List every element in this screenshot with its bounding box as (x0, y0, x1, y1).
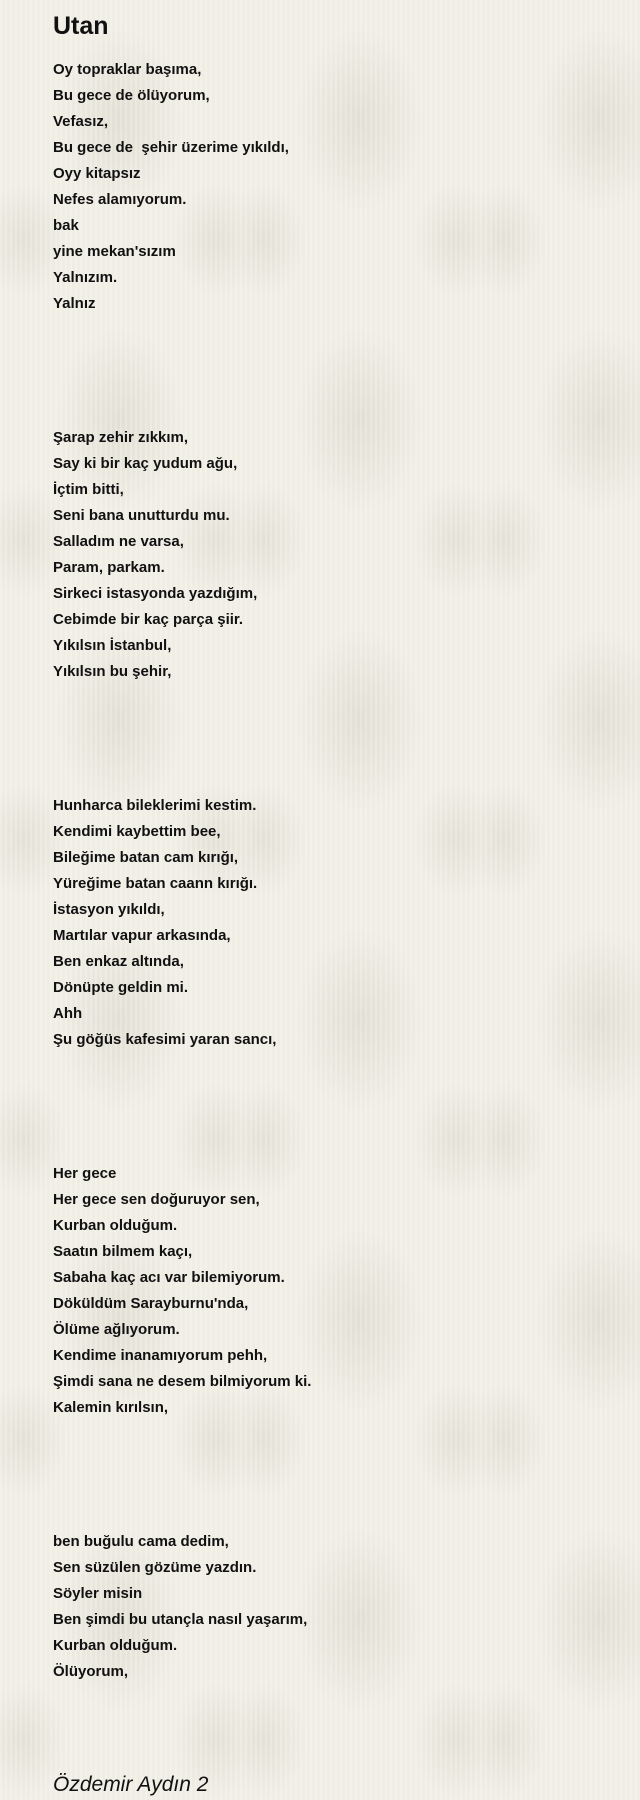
poem-line: Bu gece de şehir üzerime yıkıldı, (53, 139, 289, 156)
poem-line: Kendimi kaybettim bee, (53, 823, 221, 840)
poem-line: Ahh (53, 1005, 83, 1022)
poem-line: Kurban olduğum. (53, 1637, 178, 1654)
poem-line: Oy topraklar başıma, (53, 61, 202, 78)
poem-line: Dönüpte geldin mi. (53, 979, 188, 996)
poem-line: Salladım ne varsa, (53, 533, 184, 550)
poem-line: Oyy kitapsız (53, 165, 141, 182)
stanza-1 (53, 57, 613, 317)
poem-line: Yalnızım. (53, 269, 118, 286)
poem-line: Şu göğüs kafesimi yaran sancı, (53, 1031, 277, 1048)
poem-line: Yıkılsın İstanbul, (53, 637, 172, 654)
stanza-5 (53, 1529, 613, 1685)
poem-line: Vefasız, (53, 113, 109, 130)
poem-title: Utan (53, 12, 109, 40)
poem-line: Şimdi sana ne desem bilmiyorum ki. (53, 1373, 312, 1390)
poem-line: Ben şimdi bu utançla nasıl yaşarım, (53, 1611, 308, 1628)
poem-line: Bu gece de ölüyorum, (53, 87, 210, 104)
poem-line: Param, parkam. (53, 559, 165, 576)
poem-line: Yüreğime batan caann kırığı. (53, 875, 258, 892)
poem-line: Yıkılsın bu şehir, (53, 663, 172, 680)
poem-line: Say ki bir kaç yudum ağu, (53, 455, 238, 472)
poem-line: Yalnız (53, 295, 96, 312)
poem-line: Ölüme ağlıyorum. (53, 1321, 180, 1338)
poem-line: Bileğime batan cam kırığı, (53, 849, 239, 866)
poem-line: İstasyon yıkıldı, (53, 901, 165, 918)
poem-line: İçtim bitti, (53, 481, 124, 498)
poem-line: Kalemin kırılsın, (53, 1399, 169, 1416)
poem-page (53, 10, 613, 1799)
poem-line: Şarap zehir zıkkım, (53, 429, 189, 446)
poem-line: Her gece sen doğuruyor sen, (53, 1191, 260, 1208)
poem-line: Kurban olduğum. (53, 1217, 178, 1234)
poem-line: Nefes alamıyorum. (53, 191, 187, 208)
stanza-3 (53, 793, 613, 1053)
stanza-4 (53, 1161, 613, 1421)
stanza-2 (53, 425, 613, 685)
poem-line: Cebimde bir kaç parça şiir. (53, 611, 244, 628)
poem-line: bak (53, 217, 79, 234)
poem-line: Sirkeci istasyonda yazdığım, (53, 585, 258, 602)
poem-line: Ölüyorum, (53, 1663, 129, 1680)
poem-line: Hunharca bileklerimi kestim. (53, 797, 257, 814)
poem-line: Döküldüm Sarayburnu'nda, (53, 1295, 249, 1312)
poem-line: Söyler misin (53, 1585, 143, 1602)
poem-line: yine mekan'sızım (53, 243, 176, 260)
poem-line: Ben enkaz altında, (53, 953, 184, 970)
poem-line: Kendime inanamıyorum pehh, (53, 1347, 268, 1364)
poem-line: Sabaha kaç acı var bilemiyorum. (53, 1269, 285, 1286)
poem-line: Martılar vapur arkasında, (53, 927, 231, 944)
poem-line: Sen süzülen gözüme yazdın. (53, 1559, 257, 1576)
poem-line: Seni bana unutturdu mu. (53, 507, 230, 524)
poem-line: Saatın bilmem kaçı, (53, 1243, 193, 1260)
poem-line: Her gece (53, 1165, 117, 1182)
poem-line: ben buğulu cama dedim, (53, 1533, 229, 1550)
poem-author: Özdemir Aydın 2 (53, 1773, 209, 1796)
